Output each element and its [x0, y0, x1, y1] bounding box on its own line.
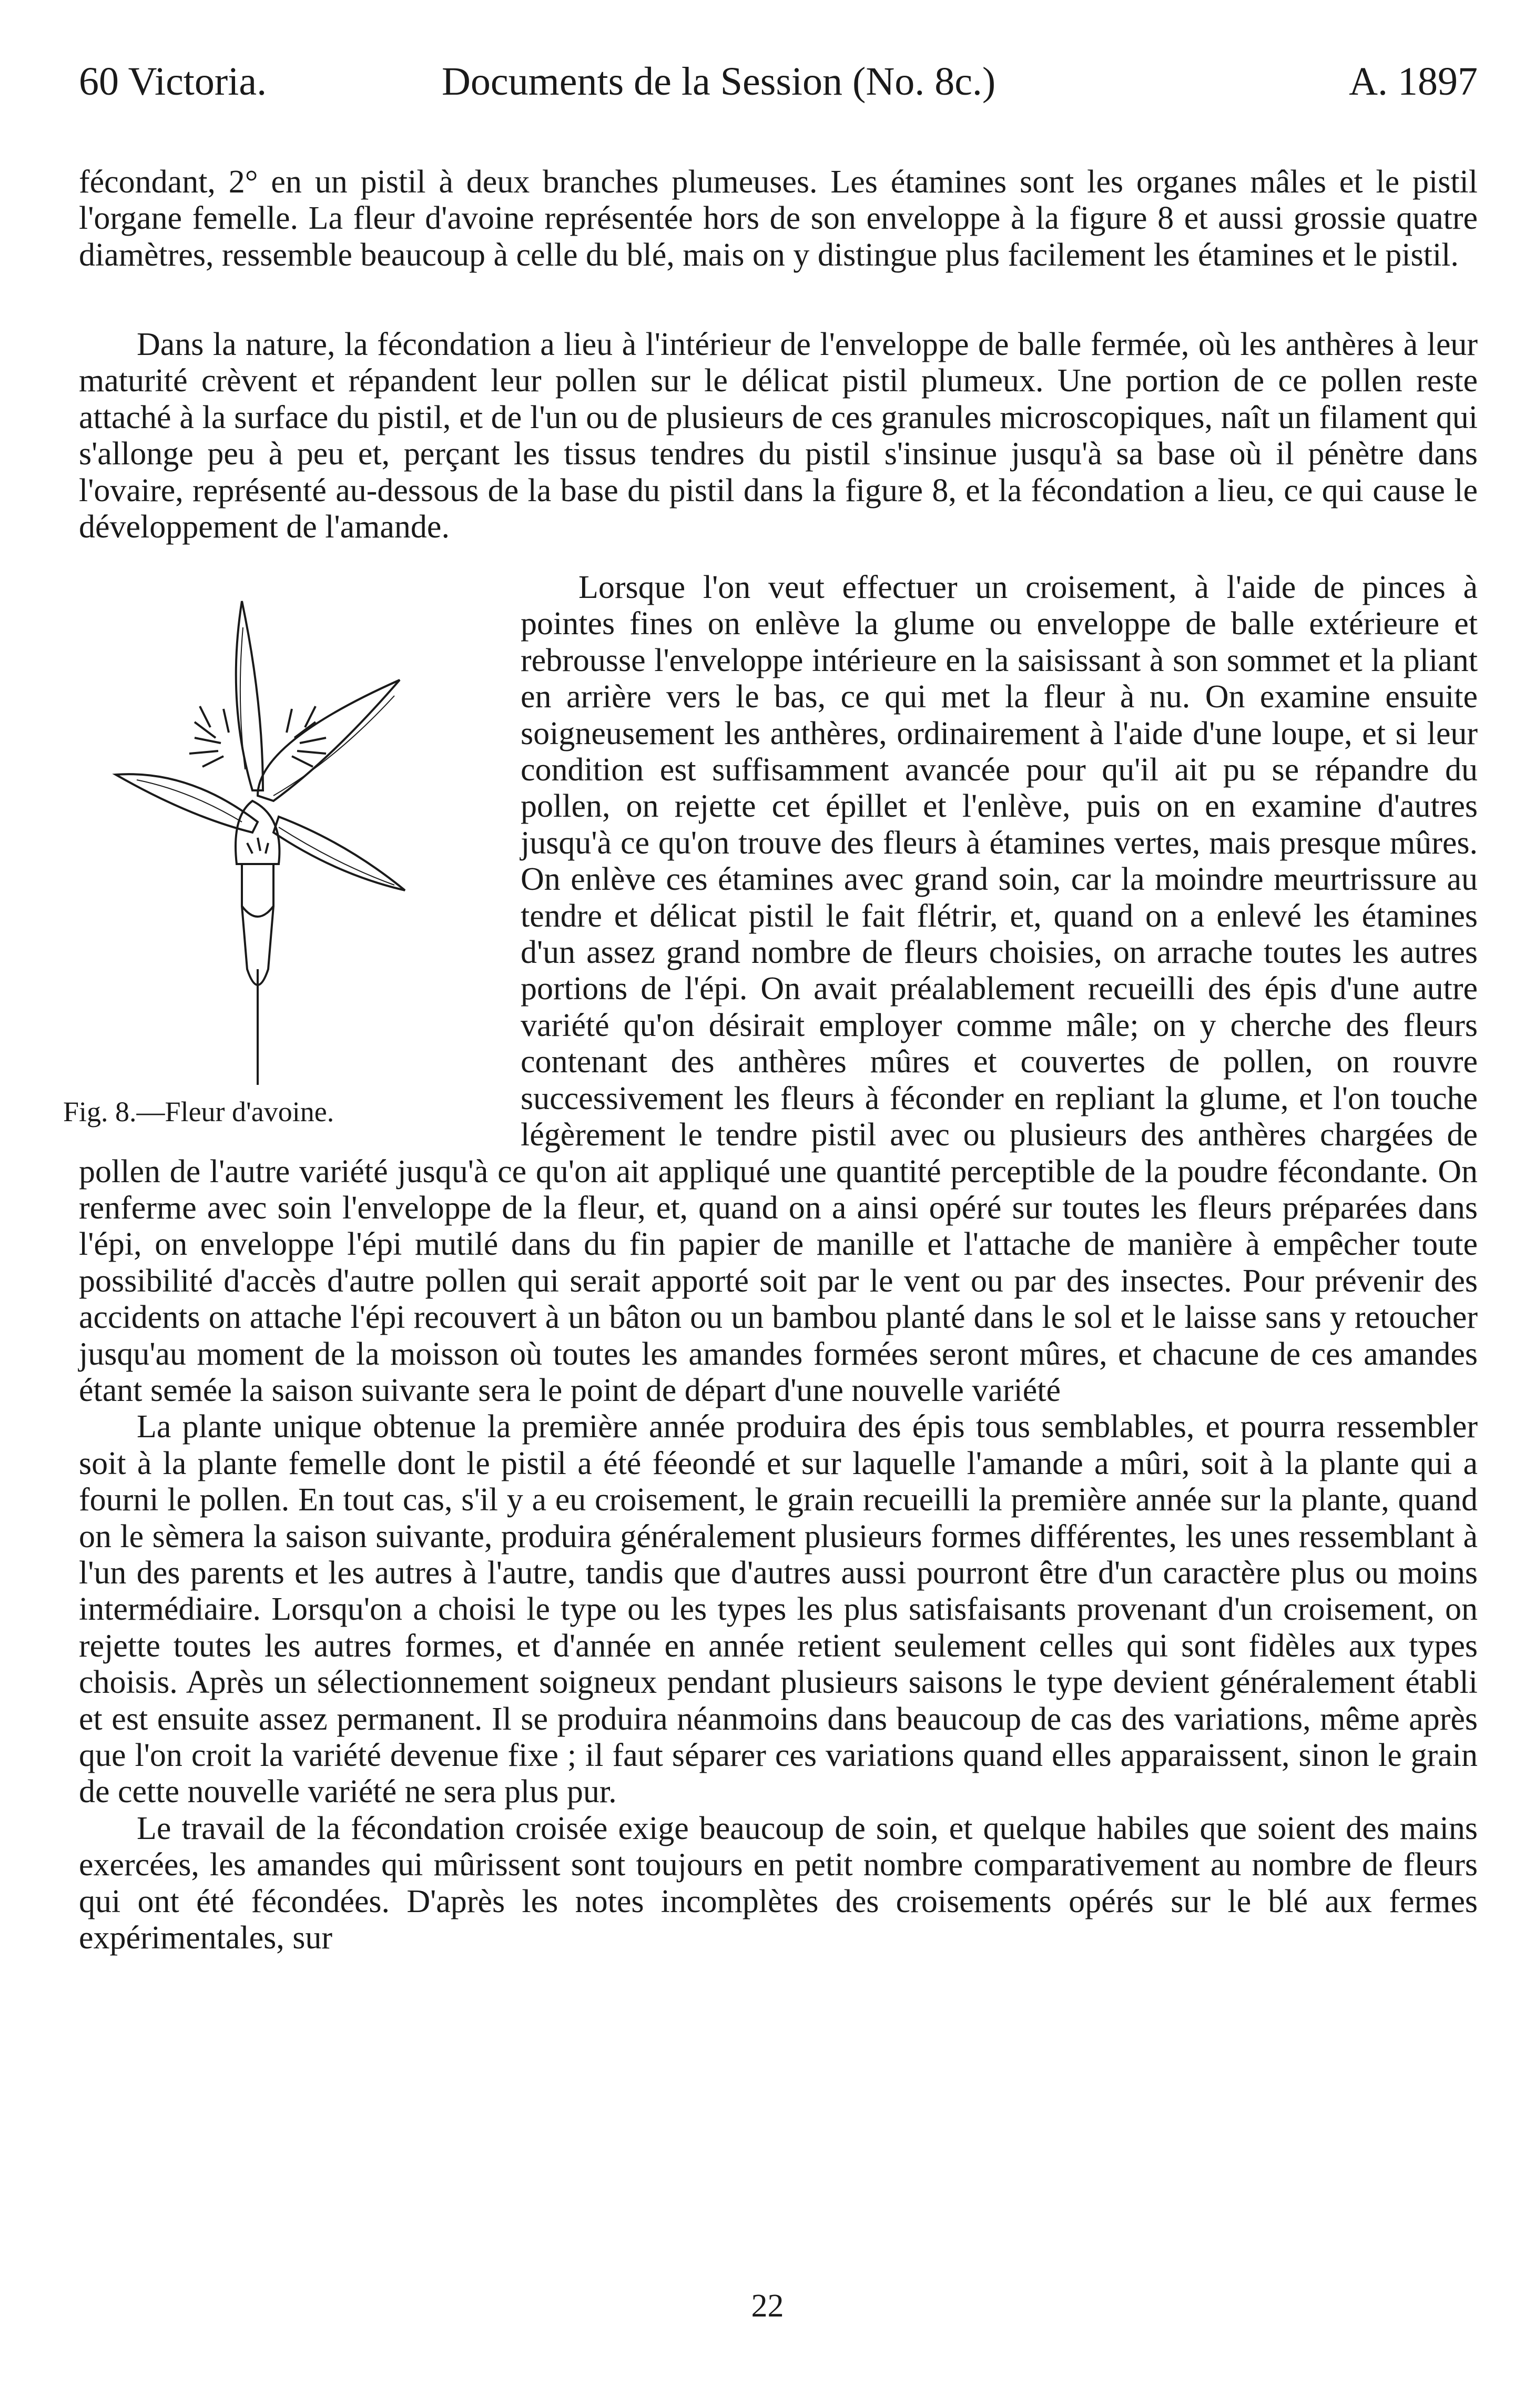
paragraph-2: Dans la nature, la fécondation a lieu à l'intérieur de l'enveloppe de balle fermée, où les anthères à leur maturité crèvent et répandent leur pollen sur le délicat pistil plumeux. Une portion de ce pollen reste attaché à la surface du pistil, et de l'un ou de plusieurs de ces granules microscopiques, naît un filament qui s'allonge peu à peu et, perçant les tissus tendres du pistil s'insinue jusqu'à sa base où il pénètre dans l'ovaire, représenté au-dessous de la base du pistil dans la figure 8, et la fécondation a lieu, ce qui cause le développement de l'amande.	[79, 327, 1478, 545]
paragraph-4: La plante unique obtenue la première année produira des épis tous semblables, et pourra ressembler soit à la plante femelle dont le pistil a été féeondé et sur laquelle l'amande a mûri, soit à la plante qui a fourni le pollen. En tout cas, s'il y a eu croisement, le grain recueilli la première année sur la plante, quand on le sèmera la saison suivante, produira généralement plusieurs formes différentes, les unes ressemblant à l'un des parents et les autres à l'autre, tandis que d'autres aussi pourront être d'un caractère plus ou moins intermédiaire. Lorsqu'on a choisi le type ou les types les plus satisfaisants provenant d'un croisement, on rejette toutes les autres formes, et d'année en année retient seulement celles qui sont fidèles aux types choisis. Après un sélectionnement soigneux pendant plusieurs saisons le type devient généralement établi et est ensuite assez permanent. Il se produira néanmoins dans beaucoup de cas des variations, même après que l'on croit la variété devenue fixe ; il faut séparer ces variations quand elles apparaissent, sinon le grain de cette nouvelle variété ne sera plus pur.	[79, 1409, 1478, 1810]
oat-flower-illustration-icon	[84, 570, 442, 1101]
figure-8	[0, 570, 521, 1153]
header-year: A. 1897	[1349, 59, 1478, 104]
header-title: Documents de la Session (No. 8c.)	[442, 59, 996, 104]
figure-caption: Fig. 8.—Fleur d'avoine.	[63, 1096, 334, 1127]
page-header	[79, 53, 1478, 110]
header-volume: 60 Victoria.	[79, 59, 267, 104]
paragraph-1: fécondant, 2° en un pistil à deux branches plumeuses. Les étamines sont les organes mâles et le pistil l'organe femelle. La fleur d'avoine représentée hors de son enveloppe à la figure 8 et aussi grossie quatre diamètres, ressemble beaucoup à celle du blé, mais on y distingue plus facilement les étamines et le pistil.	[79, 164, 1478, 273]
figure-and-text-block	[63, 570, 1478, 1956]
paragraph-5: Le travail de la fécondation croisée exige beaucoup de soin, et quelque habiles que soient des mains exercées, les amandes qui mûrissent sont toujours en petit nombre comparativement au nombre de fleurs qui ont été fécondées. D'après les notes incomplètes des croisements opérés sur le blé aux fermes expérimentales, sur	[79, 1810, 1478, 1956]
page-number: 22	[751, 2288, 784, 2324]
paragraph-3: Lorsque l'on veut effectuer un croisement, à l'aide de pinces à pointes fines on enlève la glume ou enveloppe de balle extérieure et rebrousse l'enveloppe intérieure en la saisissant à son sommet et la pliant en arrière vers le bas, ce qui met la fleur à nu. On examine ensuite soigneusement les anthères, ordinairement à l'aide d'une loupe, et si leur condition est suffisamment avancée pour qu'il ait pu se répandre du pollen, on rejette cet épillet et l'enlève, puis on en examine d'autres jusqu'à ce qu'on trouve des fleurs à étamines vertes, mais presque mûres. On enlève ces étamines avec grand soin, car la moindre meurtrissure au tendre et délicat pistil le fait flétrir, et, quand on a enlevé les étamines d'un assez grand nombre de fleurs choisies, on arrache toutes les autres portions de l'épi. On avait préalablement recueilli des épis d'une autre variété qu'on désirait employer comme mâle; on y cherche des fleurs contenant des anthères mûres et couvertes de pollen, on rouvre successivement les fleurs à féconder en repliant la glume, et l'on touche légèrement le tendre pistil avec ou plusieurs des anthères chargées de pollen de l'autre variété jusqu'à ce qu'on ait appliqué une quantité perceptible de la poudre fécondante. On renferme avec soin l'enveloppe de la fleur, et, quand on a ainsi opéré sur toutes les fleurs préparées dans l'épi, on enveloppe l'épi mutilé dans du fin papier de manille et l'attache de manière à empêcher toute possibilité d'accès d'autre pollen qui serait apporté soit par le vent ou par des insectes. Pour prévenir des accidents on attache l'épi recouvert à un bâton ou un bambou planté dans le sol et le laisse sans y retoucher jusqu'au moment de la moisson où toutes les amandes formées seront mûres, et chacune de ces amandes étant semée la saison suivante sera le point de départ d'une nouvelle variété	[79, 570, 1478, 1408]
